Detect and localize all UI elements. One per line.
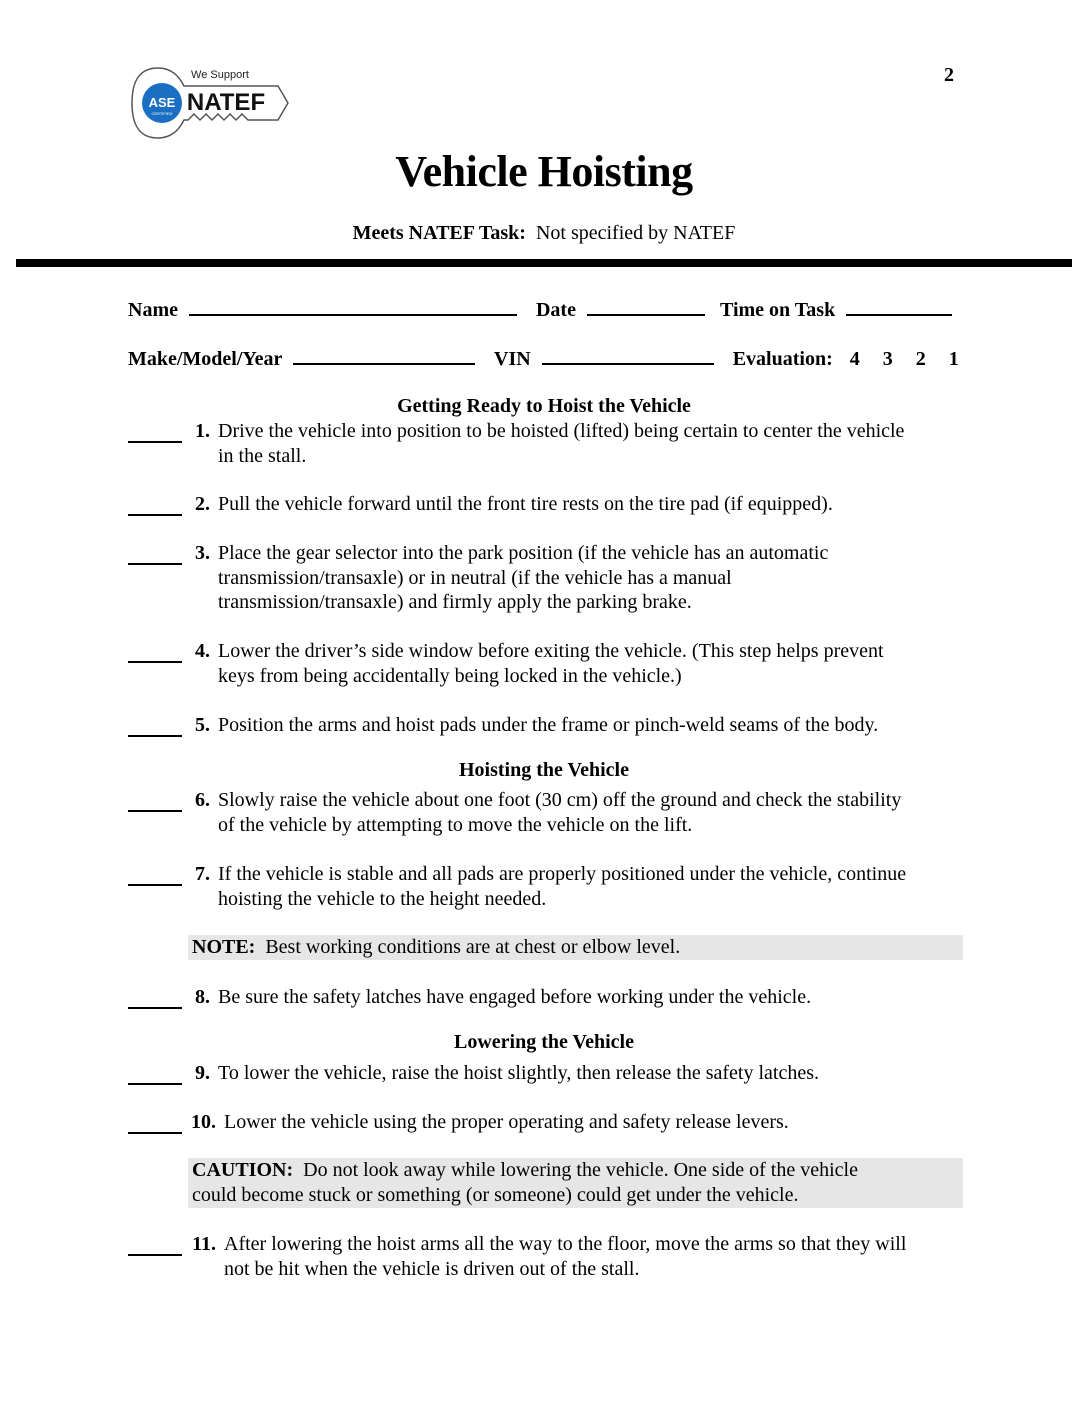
natef-task-line <box>0 222 1088 245</box>
header-divider <box>16 259 1072 267</box>
field-row-1 <box>128 296 952 322</box>
note-label: NOTE: <box>192 936 256 958</box>
step-text: To lower the vehicle, raise the hoist slightly, then release the safety latches. <box>218 1062 819 1084</box>
svg-text:NATEF: NATEF <box>186 89 266 116</box>
date-label: Date <box>535 299 576 321</box>
step-number: 7. <box>195 863 210 885</box>
vin-label: VIN <box>494 348 531 370</box>
step-checkbox-line[interactable] <box>128 788 182 812</box>
svg-text:CERTIFIED: CERTIFIED <box>151 111 173 116</box>
step-number: 9. <box>195 1062 210 1084</box>
caution-label: CAUTION: <box>192 1159 294 1181</box>
step-text: Lower the vehicle using the proper operating and safety release levers. <box>224 1111 789 1133</box>
step-text: Position the arms and hoist pads under the frame or pinch-weld seams of the body. <box>218 714 879 736</box>
step-checkbox-line[interactable] <box>128 1110 182 1134</box>
name-label: Name <box>128 299 178 321</box>
section-heading-lowering: Lowering the Vehicle <box>454 1031 634 1053</box>
step-text: Slowly raise the vehicle about one foot (30 cm) off the ground and check the stability of the vehicle by attempting to move the vehicle on the lift. <box>218 789 902 836</box>
step-item <box>128 862 968 912</box>
step-item <box>128 985 968 1010</box>
step-text: Be sure the safety latches have engaged before working under the vehicle. <box>218 986 812 1008</box>
step-item <box>128 639 968 689</box>
step-checkbox-line[interactable] <box>128 1232 182 1256</box>
step-number: 3. <box>195 542 210 564</box>
svg-text:ASE: ASE <box>148 95 176 110</box>
key-logo-graphic <box>128 58 293 148</box>
note-text: Best working conditions are at chest or elbow level. <box>265 936 681 958</box>
step-number: 2. <box>195 493 210 515</box>
svg-text:We Support: We Support <box>191 69 249 81</box>
step-item <box>128 788 968 838</box>
time-on-task-label: Time on Task <box>719 299 836 321</box>
step-item <box>128 1232 968 1282</box>
evaluation-option-3[interactable]: 3 <box>882 348 893 370</box>
step-text: Lower the driver’s side window before exiting the vehicle. (This step helps prevent keys from being accidentally being locked in the vehicle.) <box>218 640 884 687</box>
note-box <box>188 935 963 960</box>
date-field[interactable] <box>587 296 705 316</box>
step-text: If the vehicle is stable and all pads are properly positioned under the vehicle, continue hoisting the vehicle to the height needed. <box>218 863 907 910</box>
page-title: Vehicle Hoisting <box>395 147 693 196</box>
make-model-year-field[interactable] <box>293 345 475 365</box>
step-number: 1. <box>195 420 210 442</box>
evaluation-option-1[interactable]: 1 <box>948 348 959 370</box>
evaluation-option-4[interactable]: 4 <box>849 348 860 370</box>
step-checkbox-line[interactable] <box>128 713 182 737</box>
step-item <box>128 1110 968 1135</box>
evaluation-option-2[interactable]: 2 <box>915 348 926 370</box>
ase-natef-logo <box>128 58 293 148</box>
section-heading-hoisting: Hoisting the Vehicle <box>458 759 629 781</box>
step-checkbox-line[interactable] <box>128 639 182 663</box>
task-label: Meets NATEF Task: <box>352 222 526 244</box>
step-item <box>128 1061 968 1086</box>
step-item <box>128 541 968 616</box>
step-checkbox-line[interactable] <box>128 541 182 565</box>
step-number: 5. <box>195 714 210 736</box>
section-heading-getting-ready: Getting Ready to Hoist the Vehicle <box>397 395 691 417</box>
step-item <box>128 713 968 738</box>
step-text: Place the gear selector into the park position (if the vehicle has an automatic transmission/transaxle) or in neutral (if the vehicle has a manual transmission/transaxle) and firmly apply the parking brake. <box>218 542 829 613</box>
step-checkbox-line[interactable] <box>128 419 182 443</box>
step-number: 11. <box>192 1233 216 1255</box>
page-number: 2 <box>944 64 954 86</box>
step-number: 10. <box>191 1111 216 1133</box>
step-item <box>128 492 968 517</box>
task-value: Not specified by NATEF <box>535 222 736 244</box>
step-checkbox-line[interactable] <box>128 492 182 516</box>
step-item <box>128 419 968 469</box>
step-number: 4. <box>195 640 210 662</box>
step-text: Pull the vehicle forward until the front tire rests on the tire pad (if equipped). <box>218 493 833 515</box>
step-checkbox-line[interactable] <box>128 1061 182 1085</box>
evaluation-label: Evaluation: <box>732 348 833 370</box>
step-checkbox-line[interactable] <box>128 985 182 1009</box>
step-number: 6. <box>195 789 210 811</box>
caution-box <box>188 1158 963 1208</box>
step-text: Drive the vehicle into position to be hoisted (lifted) being certain to center the vehicle in the stall. <box>218 420 905 467</box>
step-number: 8. <box>195 986 210 1008</box>
time-on-task-field[interactable] <box>846 296 952 316</box>
step-text: After lowering the hoist arms all the way to the floor, move the arms so that they will not be hit when the vehicle is driven out of the stall. <box>224 1233 907 1280</box>
vin-field[interactable] <box>542 345 714 365</box>
field-row-2 <box>128 345 959 371</box>
caution-text: Do not look away while lowering the vehicle. One side of the vehicle could become stuck or something (or someone) could get under the vehicle. <box>192 1159 858 1206</box>
step-checkbox-line[interactable] <box>128 862 182 886</box>
name-field[interactable] <box>189 296 517 316</box>
make-model-year-label: Make/Model/Year <box>128 348 283 370</box>
